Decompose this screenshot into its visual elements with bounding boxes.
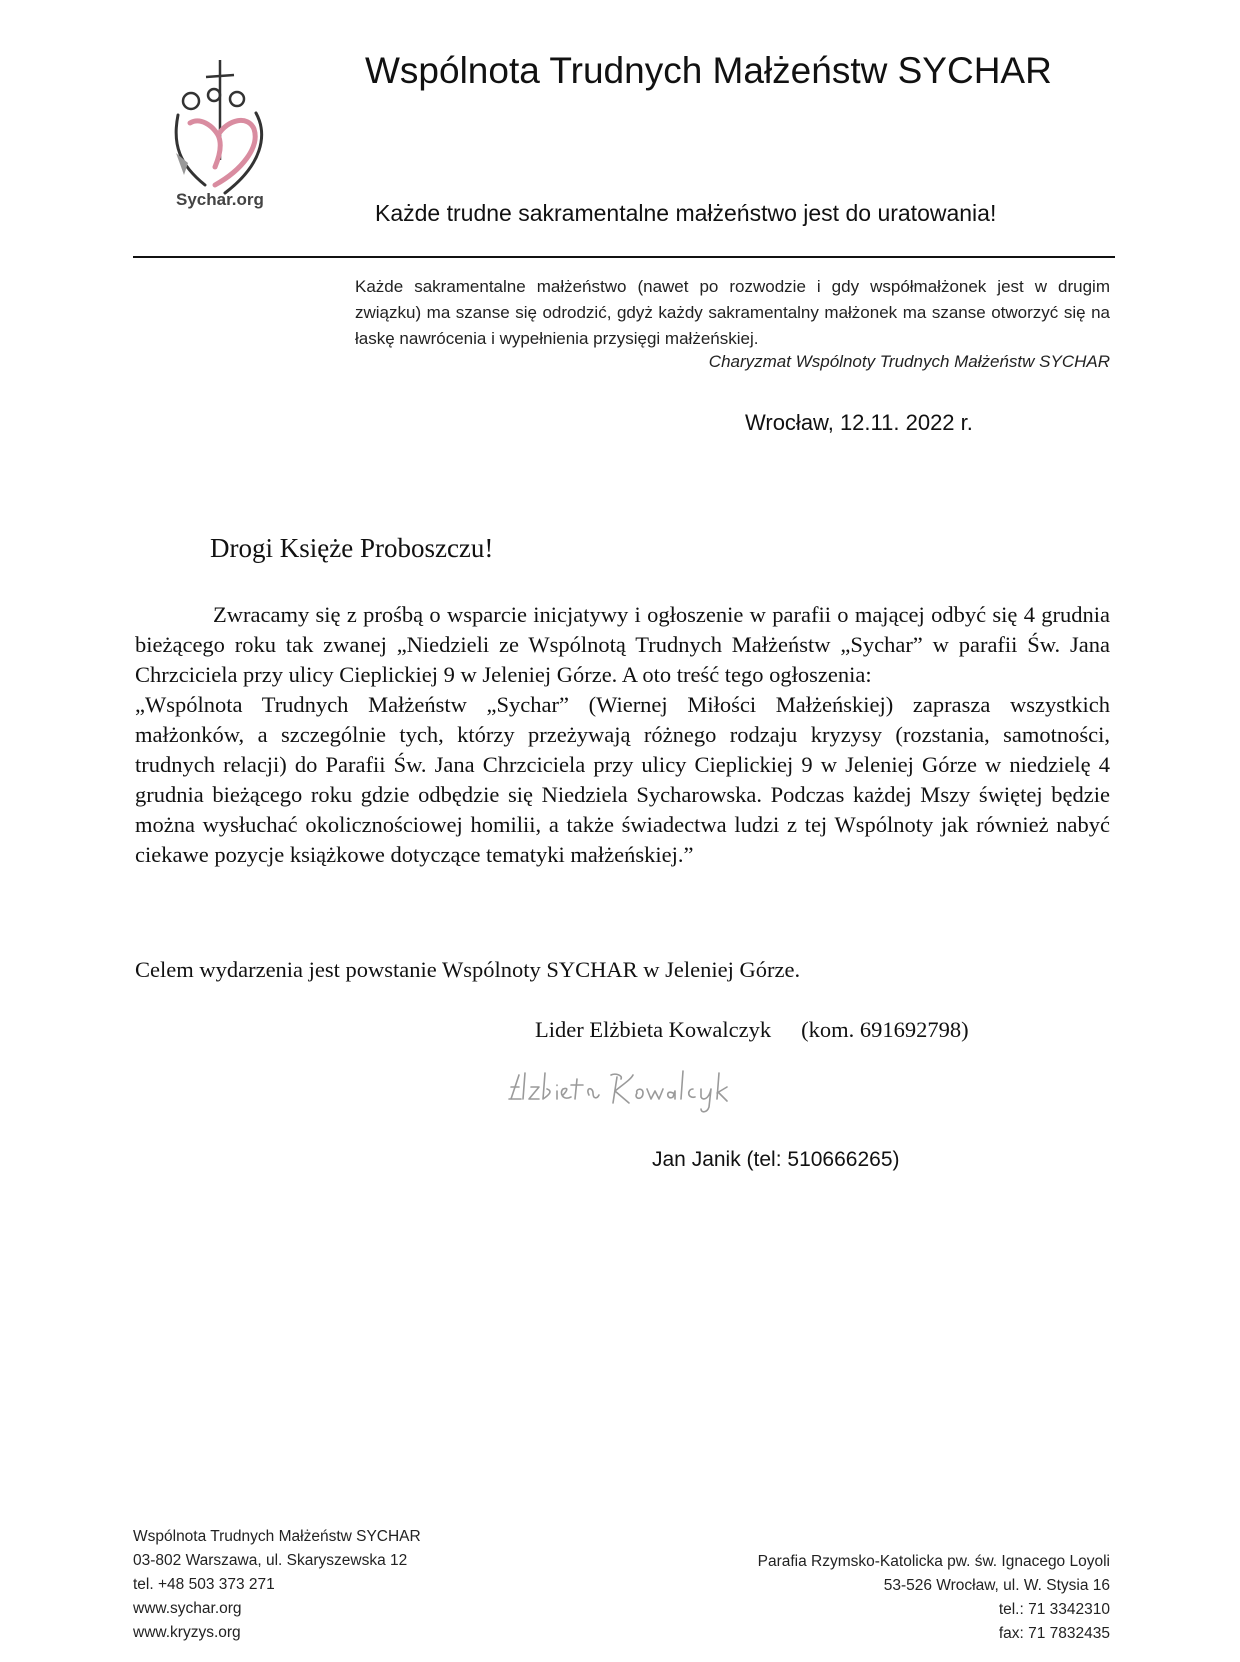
letter-date: Wrocław, 12.11. 2022 r. [745, 410, 973, 435]
footer-org-website[interactable]: www.sychar.org [133, 1600, 242, 1617]
footer-parish-phone: tel.: 71 3342310 [998, 1601, 1110, 1618]
footer-parish-address [758, 1550, 1110, 1646]
logo-text: Sychar.org [176, 190, 264, 209]
leader-line [535, 1017, 969, 1043]
footer-parish-street: 53-526 Wrocław, ul. W. Stysia 16 [883, 1577, 1110, 1594]
footer-org-phone: tel. +48 503 373 271 [133, 1576, 275, 1593]
footer-org-address [133, 1525, 421, 1645]
people-heads-icon [183, 89, 244, 109]
secondary-contact: Jan Janik (tel: 510666265) [652, 1148, 900, 1171]
letter-paragraph-announcement: „Wspólnota Trudnych Małżeństw „Sychar” (Wiernej Miłości Małżeńskiej) zaprasza wszystkich małżonków, a szczególnie tych, którzy przeżywają różnego rodzaju kryzysy (rozstania, samotności, trudnych relacji) do Parafii Św. Jana Chrzciciela przy ulicy Cieplickiej 9 w Jeleniej Górze w niedzielę 4 grudnia bieżącego roku gdzie odbędzie się Niedziela Sycharowska. Podczas każdej Mszy świętej będzie można wysłuchać okolicznościowej homilii, a także świadectwa ludzi z tej Wspólnoty jak również nabyć ciekawe pozycje książkowe dotyczące tematyki małżeńskiej.” [135, 692, 1110, 867]
footer-org-website-2[interactable]: www.kryzys.org [133, 1624, 241, 1641]
footer-parish-fax: fax: 71 7832435 [998, 1625, 1110, 1642]
letter-body [135, 600, 1110, 870]
footer-parish-name: Parafia Rzymsko-Katolicka pw. św. Ignacego Loyoli [757, 1553, 1110, 1570]
charism-quote: Każde sakramentalne małżeństwo (nawet po rozwodzie i gdy współmałżonek jest w drugim związku) ma szanse się odrodzić, gdyż każdy sakramentalny małżonek ma szanse otworzyć się na łaskę nawrócenia i wypełnienia przysięgi małżeńskiej. [355, 277, 1110, 348]
organization-title: Wspólnota Trudnych Małżeństw SYCHAR [365, 50, 1052, 91]
letter-greeting: Drogi Księże Proboszczu! [210, 533, 494, 563]
motto: Każde trudne sakramentalne małżeństwo jest do uratowania! [375, 200, 997, 226]
charism-source: Charyzmat Wspólnoty Trudnych Małżeństw SYCHAR [708, 352, 1110, 371]
handwritten-signature [505, 1065, 755, 1120]
footer-org-street: 03-802 Warszawa, ul. Skaryszewska 12 [133, 1552, 408, 1569]
letter-paragraph-request: Zwracamy się z prośbą o wsparcie inicjatywy i ogłoszenie w parafii o mającej odbyć się 4 grudnia bieżącego roku tak zwanej „Niedzieli ze Wspólnotą Trudnych Małżeństw „Sychar” w parafii Św. Jana Chrzciciela przy ulicy Cieplickiej 9 w Jeleniej Górze. A oto treść tego ogłoszenia: [135, 602, 1110, 687]
footer-org-name: Wspólnota Trudnych Małżeństw SYCHAR [133, 1528, 421, 1545]
leader-name: Lider Elżbieta Kowalczyk [535, 1017, 772, 1042]
header-divider [133, 256, 1115, 258]
letter-purpose: Celem wydarzenia jest powstanie Wspólnoty SYCHAR w Jeleniej Górze. [135, 957, 801, 982]
leader-phone: (kom. 691692798) [801, 1017, 969, 1042]
